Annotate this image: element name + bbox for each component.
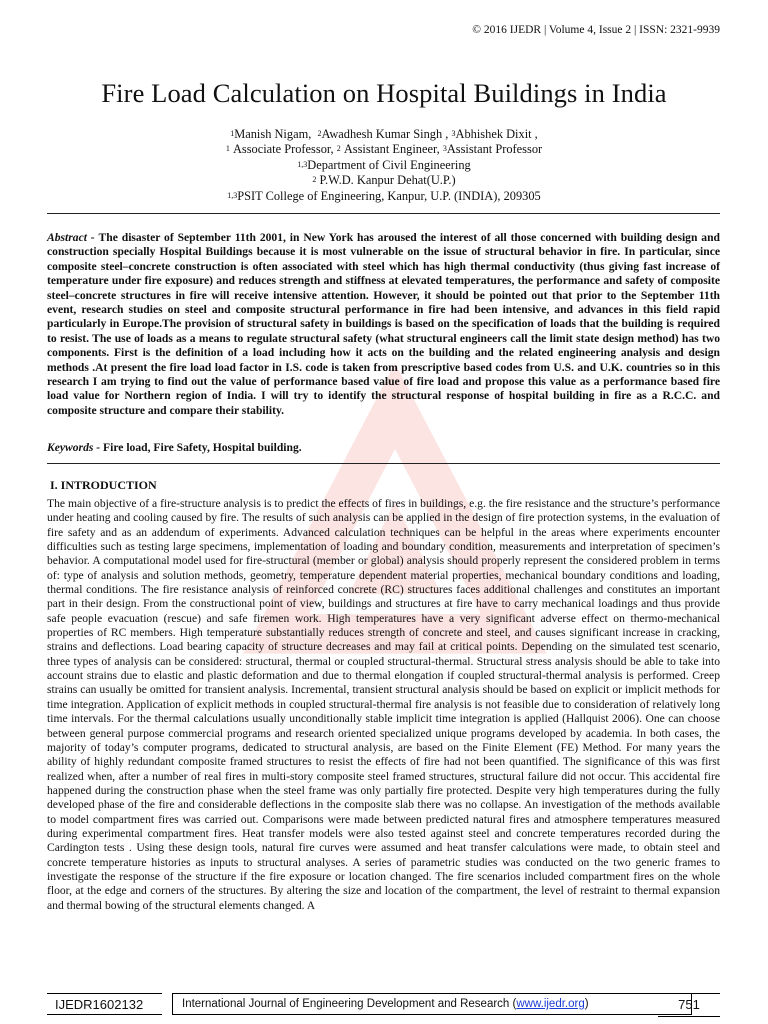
journal-name: International Journal of Engineering Development and Research (www.ijedr.org) <box>172 993 692 1015</box>
abstract-label: Abstract - <box>47 231 99 244</box>
keywords-text: Fire load, Fire Safety, Hospital building. <box>103 441 302 454</box>
author-2: Awadhesh Kumar Singh , <box>321 127 449 141</box>
roles-line: $^1$ Associate Professor, $^2$ Assistant Engineer, $^3$Assistant Professor <box>225 142 543 157</box>
abstract <box>47 231 720 418</box>
page-number: 751 <box>658 993 720 1017</box>
journal-website-link[interactable]: www.ijedr.org <box>516 998 585 1010</box>
author-3: Abhishek Dixit , <box>455 127 538 141</box>
abstract-text: The disaster of September 11th 2001, in New York has aroused the interest of all those concerned with building design and construction specially Hospital Buildings because it is most vulnerable on the issue of structural behavior in fire. In particular, since composite steel–concrete construction is often associated with steel which has high thermal conductivity (thus giving fast increase of temperature under fire exposure) and reduces strength and stiffness at elevated temperatures, the performance and safety of composite steel–concrete structures in fire will receive intensive attention. However, it should be pointed out that prior to the September 11th event, research studies on steel and composite structural performance in fire had been intensive, and advances in this field rapid particularly in Europe.The provision of structural safety in buildings is based on the specification of loads that the building is required to resist. The use of loads as a means to regulate structural safety (what structural engineers call the limit state design method) has two components. First is the definition of a load including how it acts on the building and the related engineering analysis and design methods .At present the fire load load factor in I.S. code is taken from prescriptive based codes from U.S. and U.K. countries so in this research I am trying to find out the value of performance based value of fire load and propose this value as a performance based fire load value for Northern region of India. I will try to identify the structural response of hospital building in fire as a R.C.C. and composite structure and compare their stability. <box>47 231 720 417</box>
section-heading: I. INTRODUCTION <box>50 478 157 492</box>
divider-top <box>47 213 720 214</box>
divider-keywords <box>47 463 720 464</box>
paper-id: IJEDR1602132 <box>47 993 162 1015</box>
authors-line: $^1$Manish Nigam, $^2$Awadhesh Kumar Singh , $^3$Abhishek Dixit , <box>230 127 538 141</box>
department-line: $^{1,3}$Department of Civil Engineering <box>297 157 471 172</box>
journal-citation-header: © 2016 IJEDR | Volume 4, Issue 2 | ISSN: 2321-9939 <box>472 24 720 36</box>
author-affiliations <box>0 127 768 204</box>
keywords-label: Keywords - <box>47 441 104 454</box>
pwd-line: $^2$ P.W.D. Kanpur Dehat(U.P.) <box>312 173 456 188</box>
paper-title: Fire Load Calculation on Hospital Buildings in India <box>101 78 667 108</box>
college-line: $^{1,3}$PSIT College of Engineering, Kanpur, U.P. (INDIA), 209305 <box>227 188 541 203</box>
introduction-body: The main objective of a fire-structure analysis is to predict the effects of fires in buildings, e.g. the fire resistance and the structure’s performance under heating and cooling caused by fire. The results of such analysis can be applied in the design of fire protection systems, in the evaluation of fire safety and as an addendum of experiments. Advanced calculation techniques can be helpful in the areas where experiments encounter difficulties such as testing large specimens, implementation of loading and boundary condition, measurements and interpretation of specimen’s behavior. A computational model used for fire-structural (member or global) analysis should properly represent the considered problem in terms of: type of analysis and solution methods, geometry, temperature dependent material properties, mechanical boundary conditions and loading, thermal conditions. The fire resistance analysis of reinforced concrete (RC) structures faces additional challenges and constitutes an important part in their design. From the constructional point of view, buildings and structures at fire have to carry mechanical loadings and thus provide safe people evacuation (rescue) and safe firemen work. High temperatures have a very significant adverse effect on thermo-mechanical properties of RC members. High temperature substantially reduces strength of concrete and steel, and causes significant increase in cracking, strains and deflections. Load bearing capacity of structure decreases and may fail at critical points. Depending on the simulated test scenario, three types of analysis can be considered: structural, thermal or coupled structural-thermal. Structural stress analysis should be able to take into account strains due to elastic and plastic deformation and due to thermal elongation if coupled structural-thermal analysis is performed. Creep strains can usually be omitted for transient analysis. Incremental, transient structural analysis should be based on explicit or implicit methods for time integration. Application of explicit methods in coupled structural-thermal fire analysis is not feasible due to consideration of relatively long time intervals. For the thermal calculations usually unconditionally stable implicit time integration is applied (Hallquist 2006). One can choose between general purpose commercial programs and research oriented specialized unique programs developed by academia. In both cases, the majority of today’s computer programs, dedicated to structural analysis, are based on the Finite Element (FE) Method. For many years the ability of highly redundant composite framed structures to resist the effects of fire had not been quantified. The significance of this was first realized when, after a number of real fires in multi-story composite steel framed structures, structural failure did not occur. This accidental fire happened during the construction phase when the steel frame was only partially fire protected. Despite very high temperatures during the fully developed phase of the fire and considerable deflections in the composite slab there was no collapse. An investigation of the methods available to model compartment fires was carried out. Comparisons were made between predicted natural fires and atmosphere temperatures measured during experimental compartment fires. Heat transfer models were also tested against steel and concrete temperatures recorded during the Cardington tests . Using these design tools, natural fire curves were assumed and heat transfer calculations were made, to obtain steel and concrete temperature histories as inputs to structural analyses. A series of parametric studies was conducted on the two generic frames to investigate the response of the structure if the fire exposure or location changed. The fire scenarios included compartment fires on the whole floor, at the edge and corners of the structures. By altering the size and location of the compartment, the level of restraint to thermal expansion and thermal bowing of the structural elements changed. A <box>47 497 720 912</box>
keywords <box>47 441 720 454</box>
author-1: Manish Nigam, <box>234 127 312 141</box>
page-footer <box>47 993 720 1015</box>
